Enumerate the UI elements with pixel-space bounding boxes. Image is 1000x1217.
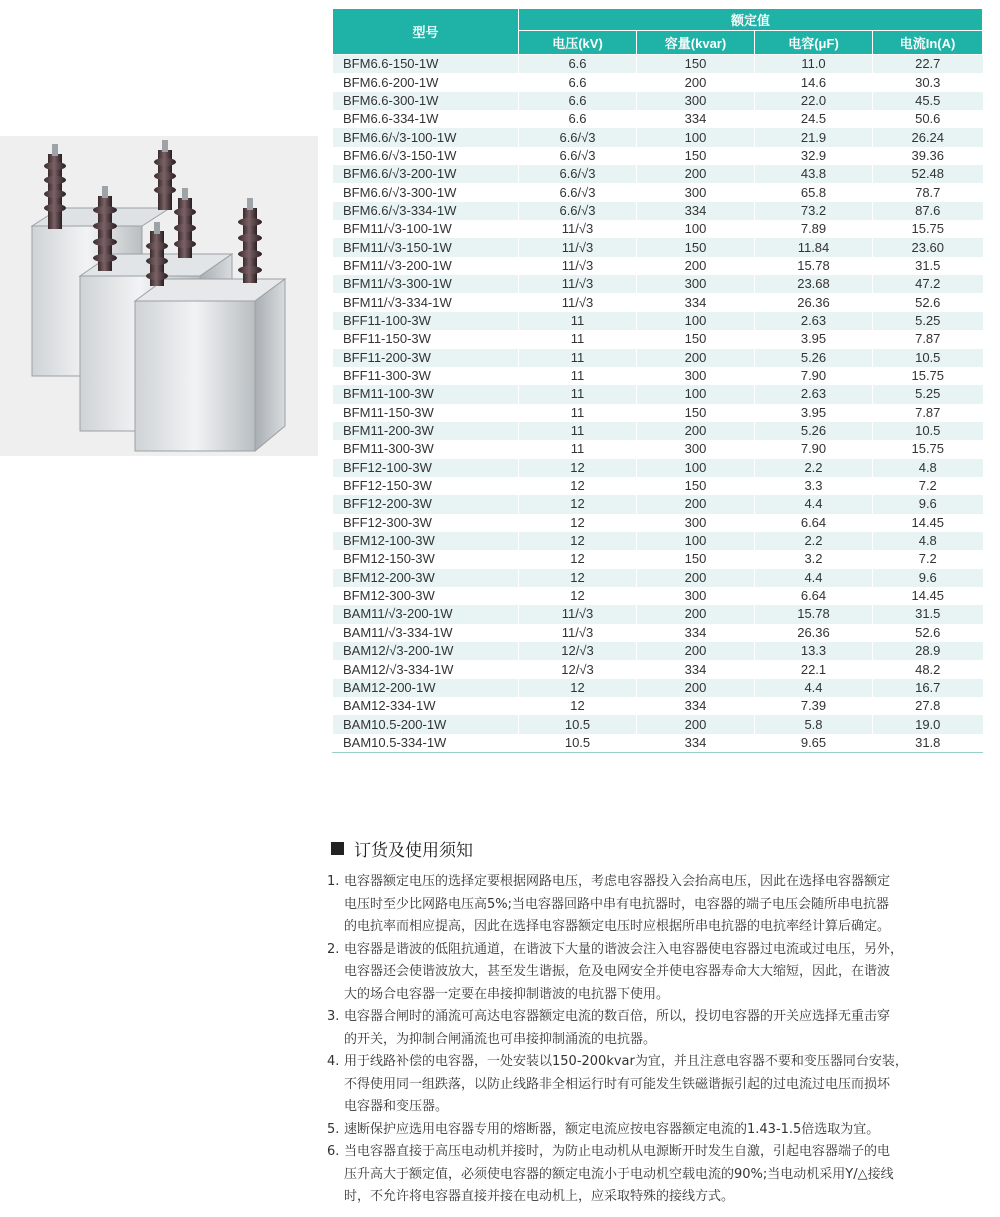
cell-voltage: 11/√3	[519, 275, 637, 293]
table-row	[333, 349, 983, 367]
note-line: 电容器和变压器。	[344, 1099, 449, 1114]
cell-capacity: 100	[637, 312, 755, 330]
table-row	[333, 147, 983, 165]
cell-voltage: 6.6	[519, 73, 637, 91]
cell-voltage: 11	[519, 404, 637, 422]
cell-capacity: 200	[637, 605, 755, 623]
note-item	[327, 1119, 991, 1142]
cell-current: 7.2	[873, 550, 983, 568]
header-capacitance: 电容(μF)	[755, 31, 873, 55]
cell-current: 7.87	[873, 330, 983, 348]
cell-model: BAM12/√3-200-1W	[333, 642, 519, 660]
cell-capacitance: 26.36	[755, 293, 873, 311]
note-line: 时，不允许将电容器直接并接在电动机上，应采取特殊的接线方式。	[344, 1189, 735, 1204]
cell-current: 31.5	[873, 257, 983, 275]
note-number: 4.	[327, 1054, 340, 1069]
cell-model: BAM10.5-334-1W	[333, 734, 519, 753]
cell-model: BFF11-300-3W	[333, 367, 519, 385]
cell-model: BAM11/√3-200-1W	[333, 605, 519, 623]
note-line: 用于线路补偿的电容器，一处安装以150-200kvar为宜，并且注意电容器不要和变压器同台安装，	[344, 1054, 908, 1069]
cell-voltage: 11/√3	[519, 293, 637, 311]
cell-model: BFM6.6-150-1W	[333, 55, 519, 74]
table-row	[333, 220, 983, 238]
cell-voltage: 11	[519, 440, 637, 458]
cell-model: BFM12-100-3W	[333, 532, 519, 550]
notes-heading	[331, 836, 473, 861]
cell-capacitance: 4.4	[755, 679, 873, 697]
note-line: 不得使用同一组跌落，以防止线路非全相运行时有可能发生铁磁谐振引起的过电流过电压而损坏	[344, 1076, 891, 1092]
cell-capacity: 334	[637, 660, 755, 678]
cell-capacity: 100	[637, 128, 755, 146]
cell-capacity: 150	[637, 147, 755, 165]
cell-model: BFF12-200-3W	[333, 495, 519, 513]
cell-voltage: 12	[519, 569, 637, 587]
cell-model: BAM12-334-1W	[333, 697, 519, 715]
cell-capacitance: 4.4	[755, 569, 873, 587]
cell-model: BFM6.6-334-1W	[333, 110, 519, 128]
cell-model: BAM10.5-200-1W	[333, 715, 519, 733]
cell-current: 52.6	[873, 624, 983, 642]
cell-capacity: 300	[637, 275, 755, 293]
cell-capacitance: 65.8	[755, 183, 873, 201]
table-row	[333, 404, 983, 422]
cell-capacity: 200	[637, 165, 755, 183]
cell-capacity: 100	[637, 532, 755, 550]
cell-model: BFF11-150-3W	[333, 330, 519, 348]
cell-voltage: 6.6/√3	[519, 165, 637, 183]
cell-capacitance: 2.63	[755, 312, 873, 330]
cell-model: BFF12-150-3W	[333, 477, 519, 495]
cell-capacitance: 11.84	[755, 238, 873, 256]
table-row	[333, 459, 983, 477]
table-row	[333, 128, 983, 146]
cell-voltage: 11	[519, 312, 637, 330]
note-text	[344, 1006, 991, 1051]
cell-voltage: 11/√3	[519, 238, 637, 256]
cell-current: 22.7	[873, 55, 983, 74]
cell-voltage: 6.6/√3	[519, 183, 637, 201]
header-voltage: 电压(kV)	[519, 31, 637, 55]
cell-capacitance: 22.1	[755, 660, 873, 678]
cell-model: BFM12-150-3W	[333, 550, 519, 568]
cell-current: 15.75	[873, 440, 983, 458]
cell-capacity: 334	[637, 734, 755, 753]
cell-model: BFF12-300-3W	[333, 514, 519, 532]
cell-current: 5.25	[873, 312, 983, 330]
cell-capacity: 200	[637, 257, 755, 275]
cell-current: 15.75	[873, 220, 983, 238]
table-row	[333, 422, 983, 440]
cell-model: BFM11-100-3W	[333, 385, 519, 403]
cell-capacity: 334	[637, 697, 755, 715]
cell-model: BFM11/√3-334-1W	[333, 293, 519, 311]
cell-voltage: 12	[519, 495, 637, 513]
cell-voltage: 6.6	[519, 55, 637, 74]
table-row	[333, 550, 983, 568]
note-item	[327, 1141, 991, 1209]
cell-capacitance: 7.39	[755, 697, 873, 715]
cell-capacitance: 24.5	[755, 110, 873, 128]
cell-current: 23.60	[873, 238, 983, 256]
cell-capacity: 300	[637, 514, 755, 532]
cell-model: BFF11-200-3W	[333, 349, 519, 367]
square-bullet-icon	[331, 842, 344, 855]
cell-capacity: 200	[637, 715, 755, 733]
table-row	[333, 92, 983, 110]
header-model: 型号	[333, 9, 519, 55]
cell-voltage: 12	[519, 697, 637, 715]
cell-model: BFM11-150-3W	[333, 404, 519, 422]
table-row	[333, 715, 983, 733]
cell-model: BFM11/√3-150-1W	[333, 238, 519, 256]
table-row	[333, 514, 983, 532]
table-row	[333, 697, 983, 715]
cell-voltage: 11	[519, 385, 637, 403]
note-line: 电容器是谐波的低阻抗通道，在谐波下大量的谐波会注入电容器使电容器过电流或过电压，另外，	[344, 941, 904, 957]
cell-capacity: 150	[637, 404, 755, 422]
notes-list	[327, 871, 991, 1209]
cell-capacity: 334	[637, 293, 755, 311]
cell-current: 9.6	[873, 495, 983, 513]
table-row	[333, 385, 983, 403]
table-row	[333, 293, 983, 311]
cell-current: 26.24	[873, 128, 983, 146]
cell-current: 48.2	[873, 660, 983, 678]
cell-voltage: 11	[519, 330, 637, 348]
cell-model: BFM12-200-3W	[333, 569, 519, 587]
note-line: 电容器额定电压的选择定要根据网路电压，考虑电容器投入会抬高电压，因此在选择电容器额定	[344, 874, 891, 889]
cell-capacity: 100	[637, 220, 755, 238]
cell-current: 4.8	[873, 459, 983, 477]
cell-capacitance: 32.9	[755, 147, 873, 165]
cell-model: BFM6.6/√3-300-1W	[333, 183, 519, 201]
note-text	[344, 871, 991, 939]
cell-capacity: 200	[637, 422, 755, 440]
cell-model: BFM11/√3-100-1W	[333, 220, 519, 238]
cell-voltage: 12	[519, 514, 637, 532]
cell-current: 14.45	[873, 587, 983, 605]
cell-capacity: 334	[637, 202, 755, 220]
cell-capacitance: 26.36	[755, 624, 873, 642]
cell-capacitance: 5.26	[755, 349, 873, 367]
cell-current: 47.2	[873, 275, 983, 293]
cell-current: 10.5	[873, 349, 983, 367]
table-row	[333, 477, 983, 495]
cell-voltage: 11	[519, 367, 637, 385]
table-row	[333, 624, 983, 642]
cell-capacitance: 2.63	[755, 385, 873, 403]
cell-capacitance: 7.89	[755, 220, 873, 238]
cell-current: 52.6	[873, 293, 983, 311]
cell-capacitance: 15.78	[755, 605, 873, 623]
cell-capacitance: 4.4	[755, 495, 873, 513]
table-row	[333, 165, 983, 183]
cell-capacitance: 3.95	[755, 330, 873, 348]
cell-voltage: 6.6/√3	[519, 147, 637, 165]
cell-capacitance: 13.3	[755, 642, 873, 660]
note-text	[344, 939, 991, 1007]
cell-capacity: 150	[637, 477, 755, 495]
cell-capacitance: 14.6	[755, 73, 873, 91]
cell-current: 19.0	[873, 715, 983, 733]
cell-model: BAM12/√3-334-1W	[333, 660, 519, 678]
cell-voltage: 6.6/√3	[519, 128, 637, 146]
note-line: 的开关，为抑制合闸涌流也可串接抑制涌流的电抗器。	[344, 1031, 657, 1047]
table-row	[333, 110, 983, 128]
cell-capacity: 150	[637, 238, 755, 256]
cell-voltage: 12	[519, 477, 637, 495]
cell-capacitance: 9.65	[755, 734, 873, 753]
cell-voltage: 11	[519, 422, 637, 440]
cell-current: 78.7	[873, 183, 983, 201]
cell-voltage: 12	[519, 532, 637, 550]
table-row	[333, 330, 983, 348]
cell-capacitance: 3.3	[755, 477, 873, 495]
cell-capacitance: 73.2	[755, 202, 873, 220]
cell-current: 10.5	[873, 422, 983, 440]
table-row	[333, 183, 983, 201]
cell-voltage: 12/√3	[519, 660, 637, 678]
cell-capacitance: 3.2	[755, 550, 873, 568]
cell-current: 9.6	[873, 569, 983, 587]
note-item	[327, 939, 991, 1007]
cell-model: BFM11-300-3W	[333, 440, 519, 458]
cell-voltage: 6.6	[519, 110, 637, 128]
cell-capacity: 200	[637, 349, 755, 367]
notes-heading-text: 订货及使用须知	[354, 841, 473, 861]
note-item	[327, 1006, 991, 1051]
cell-current: 14.45	[873, 514, 983, 532]
cell-current: 31.5	[873, 605, 983, 623]
table-row	[333, 569, 983, 587]
cell-capacitance: 43.8	[755, 165, 873, 183]
note-line: 的电抗率而相应提高，因此在选择电容器额定电压时应根据所串电抗器的电抗率经计算后确定。	[344, 919, 891, 934]
note-number: 2.	[327, 941, 340, 957]
table-row	[333, 312, 983, 330]
cell-current: 7.2	[873, 477, 983, 495]
cell-capacitance: 2.2	[755, 459, 873, 477]
cell-capacity: 334	[637, 624, 755, 642]
cell-voltage: 6.6/√3	[519, 202, 637, 220]
table-row	[333, 440, 983, 458]
cell-capacity: 300	[637, 440, 755, 458]
note-line: 压升高大于额定值，必须使电容器的额定电流小于电动机空载电流的90%;当电动机采用Y/△接线	[344, 1166, 894, 1182]
table-row	[333, 587, 983, 605]
cell-model: BFF12-100-3W	[333, 459, 519, 477]
table-row	[333, 275, 983, 293]
cell-voltage: 12	[519, 587, 637, 605]
cell-current: 30.3	[873, 73, 983, 91]
cell-current: 39.36	[873, 147, 983, 165]
cell-capacitance: 6.64	[755, 587, 873, 605]
cell-capacitance: 21.9	[755, 128, 873, 146]
table-row	[333, 495, 983, 513]
cell-capacity: 150	[637, 550, 755, 568]
note-line: 电容器合闸时的涌流可高达电容器额定电流的数百倍，所以，投切电容器的开关应选择无重击穿	[344, 1009, 891, 1024]
note-text	[344, 1051, 991, 1119]
table-row	[333, 605, 983, 623]
note-line: 电压时至少比网路电压高5%;当电容器回路中串有电抗器时，电容器的端子电压会随所串电抗器	[344, 896, 890, 912]
spec-table	[332, 8, 983, 753]
cell-current: 50.6	[873, 110, 983, 128]
note-line: 速断保护应选用电容器专用的熔断器，额定电流应按电容器额定电流的1.43-1.5倍选取为宜。	[344, 1121, 880, 1137]
cell-model: BFM6.6/√3-100-1W	[333, 128, 519, 146]
cell-capacity: 300	[637, 92, 755, 110]
cell-capacitance: 22.0	[755, 92, 873, 110]
note-number: 1.	[327, 874, 340, 889]
cell-voltage: 10.5	[519, 715, 637, 733]
cell-voltage: 11/√3	[519, 605, 637, 623]
cell-capacity: 300	[637, 587, 755, 605]
cell-capacitance: 23.68	[755, 275, 873, 293]
cell-model: BFM11/√3-300-1W	[333, 275, 519, 293]
cell-voltage: 12	[519, 459, 637, 477]
cell-capacitance: 11.0	[755, 55, 873, 74]
cell-capacitance: 7.90	[755, 367, 873, 385]
cell-voltage: 11/√3	[519, 624, 637, 642]
header-current: 电流In(A)	[873, 31, 983, 55]
cell-capacity: 200	[637, 569, 755, 587]
cell-current: 31.8	[873, 734, 983, 753]
note-line: 大的场合电容器一定要在串接抑制谐波的电抗器下使用。	[344, 986, 670, 1002]
cell-capacity: 200	[637, 73, 755, 91]
note-item	[327, 1051, 991, 1119]
table-row	[333, 642, 983, 660]
cell-voltage: 12/√3	[519, 642, 637, 660]
cell-model: BFM12-300-3W	[333, 587, 519, 605]
cell-voltage: 11	[519, 349, 637, 367]
cell-model: BFM6.6/√3-200-1W	[333, 165, 519, 183]
cell-capacity: 334	[637, 110, 755, 128]
cell-capacitance: 2.2	[755, 532, 873, 550]
cell-voltage: 12	[519, 550, 637, 568]
cell-voltage: 12	[519, 679, 637, 697]
cell-model: BAM11/√3-334-1W	[333, 624, 519, 642]
cell-capacity: 100	[637, 385, 755, 403]
cell-current: 15.75	[873, 367, 983, 385]
cell-capacity: 200	[637, 495, 755, 513]
cell-capacity: 150	[637, 55, 755, 74]
table-row	[333, 734, 983, 753]
cell-capacitance: 5.8	[755, 715, 873, 733]
cell-voltage: 6.6	[519, 92, 637, 110]
table-row	[333, 55, 983, 74]
table-row	[333, 238, 983, 256]
cell-current: 52.48	[873, 165, 983, 183]
header-capacity: 容量(kvar)	[637, 31, 755, 55]
cell-current: 27.8	[873, 697, 983, 715]
cell-capacitance: 3.95	[755, 404, 873, 422]
cell-model: BFM6.6/√3-150-1W	[333, 147, 519, 165]
cell-current: 87.6	[873, 202, 983, 220]
cell-capacitance: 15.78	[755, 257, 873, 275]
cell-model: BFM6.6/√3-334-1W	[333, 202, 519, 220]
note-line: 电容器还会使谐波放大，甚至发生谐振，危及电网安全并使电容器寿命大大缩短，因此，在谐波	[344, 964, 891, 979]
table-row	[333, 660, 983, 678]
note-number: 6.	[327, 1144, 340, 1159]
cell-capacitance: 5.26	[755, 422, 873, 440]
note-text	[344, 1119, 991, 1142]
cell-capacity: 200	[637, 679, 755, 697]
note-number: 5.	[327, 1121, 340, 1137]
cell-model: BFM6.6-200-1W	[333, 73, 519, 91]
note-number: 3.	[327, 1009, 340, 1024]
cell-model: BFM11-200-3W	[333, 422, 519, 440]
cell-current: 28.9	[873, 642, 983, 660]
cell-capacitance: 6.64	[755, 514, 873, 532]
note-line: 当电容器直接于高压电动机并接时，为防止电动机从电源断开时发生自激，引起电容器端子的电	[344, 1144, 891, 1159]
table-row	[333, 532, 983, 550]
table-row	[333, 202, 983, 220]
cell-model: BFM11/√3-200-1W	[333, 257, 519, 275]
cell-capacity: 200	[637, 642, 755, 660]
table-row	[333, 367, 983, 385]
cell-voltage: 11/√3	[519, 257, 637, 275]
cell-current: 45.5	[873, 92, 983, 110]
cell-voltage: 10.5	[519, 734, 637, 753]
cell-capacity: 100	[637, 459, 755, 477]
cell-model: BFF11-100-3W	[333, 312, 519, 330]
table-row	[333, 73, 983, 91]
table-row	[333, 257, 983, 275]
header-rated-values: 额定值	[519, 9, 983, 31]
cell-model: BAM12-200-1W	[333, 679, 519, 697]
cell-capacity: 300	[637, 183, 755, 201]
cell-model: BFM6.6-300-1W	[333, 92, 519, 110]
product-photo	[0, 136, 318, 456]
cell-capacity: 300	[637, 367, 755, 385]
cell-capacity: 150	[637, 330, 755, 348]
cell-current: 7.87	[873, 404, 983, 422]
cell-voltage: 11/√3	[519, 220, 637, 238]
cell-current: 16.7	[873, 679, 983, 697]
note-text	[344, 1141, 991, 1209]
cell-current: 5.25	[873, 385, 983, 403]
cell-current: 4.8	[873, 532, 983, 550]
note-item	[327, 871, 991, 939]
cell-capacitance: 7.90	[755, 440, 873, 458]
table-row	[333, 679, 983, 697]
